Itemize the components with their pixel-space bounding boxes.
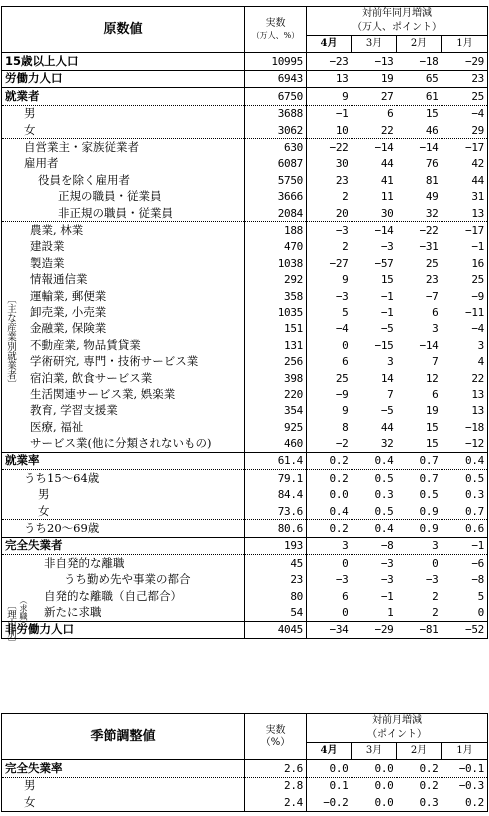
month-header: 2月 xyxy=(397,36,442,53)
actual-value: 23 xyxy=(245,572,307,588)
row-label: 農業, 林業 xyxy=(2,222,245,239)
change-value: 3 xyxy=(307,537,352,554)
row-label: 生活関連サービス業, 娯楽業 xyxy=(2,386,245,402)
table-row xyxy=(2,503,488,520)
row-label: うち20～69歳 xyxy=(2,520,245,537)
change-value: 19 xyxy=(352,70,397,87)
change-value: 0.4 xyxy=(352,520,397,537)
change-value: −3 xyxy=(380,573,394,587)
change-value: −8 xyxy=(442,572,488,588)
change-value: −3 xyxy=(425,573,439,587)
change-value: 6 xyxy=(342,355,349,369)
table-title: 原数値 xyxy=(2,7,245,53)
change-value: 3 xyxy=(387,355,394,369)
actual-value: 630 xyxy=(245,139,307,156)
change-value: 0.5 xyxy=(419,488,439,502)
change-value: 13 xyxy=(442,205,488,222)
actual-unit: （%） xyxy=(260,736,291,748)
change-value: −14 xyxy=(352,139,397,156)
change-value: 44 xyxy=(380,157,394,171)
change-value: 15 xyxy=(397,105,442,122)
table-row xyxy=(2,139,488,156)
actual-value: 188 xyxy=(245,222,307,239)
row-label: 非労働力人口 xyxy=(2,621,245,638)
change-value: 8 xyxy=(342,420,349,434)
change-value: 1 xyxy=(387,605,394,619)
row-label: 宿泊業, 飲食サービス業 xyxy=(2,370,245,386)
change-value: −7 xyxy=(425,289,439,303)
reason-side-inner-label: （求職） xyxy=(19,596,28,628)
actual-value: 79.1 xyxy=(245,470,307,487)
change-value: −0.1 xyxy=(442,760,488,777)
table-row xyxy=(2,588,488,604)
actual-value: 256 xyxy=(245,353,307,369)
change-value: 25 xyxy=(425,256,439,270)
change-value: −14 xyxy=(352,222,397,239)
change-value: −52 xyxy=(442,621,488,638)
change-value: 30 xyxy=(335,157,349,171)
change-value: −29 xyxy=(352,621,397,638)
change-value: −1 xyxy=(442,239,488,255)
row-label: 雇用者 xyxy=(2,156,245,172)
change-value: 0.0 xyxy=(352,760,397,777)
change-value: 0 xyxy=(397,555,442,572)
change-value: 10 xyxy=(335,123,349,137)
row-label: 女 xyxy=(2,503,245,520)
table-row xyxy=(2,353,488,369)
change-value: −1 xyxy=(380,305,394,319)
row-label: 正規の職員・従業員 xyxy=(2,189,245,205)
change-value: −0.3 xyxy=(442,777,488,794)
change-value: −27 xyxy=(329,256,349,270)
change-value: 0.0 xyxy=(307,760,352,777)
change-value: 5 xyxy=(442,588,488,604)
month-header: 1月 xyxy=(442,743,488,760)
change-value: −22 xyxy=(397,222,442,239)
table-title: 季節調整値 xyxy=(2,714,245,760)
row-label: 学術研究, 専門・技術サービス業 xyxy=(2,353,245,369)
row-label: 役員を除く雇用者 xyxy=(2,172,245,188)
row-label: 15歳以上人口 xyxy=(2,53,245,70)
change-value: 0 xyxy=(442,604,488,621)
actual-value: 193 xyxy=(245,537,307,554)
change-value: 31 xyxy=(442,189,488,205)
change-value: 9 xyxy=(342,404,349,418)
change-value: 0 xyxy=(342,605,349,619)
change-value: 0.7 xyxy=(397,470,442,487)
change-value: −31 xyxy=(419,240,439,254)
table-row xyxy=(2,435,488,452)
change-value: −57 xyxy=(374,256,394,270)
change-value: −1 xyxy=(380,589,394,603)
table-row xyxy=(2,239,488,255)
change-value: 19 xyxy=(425,404,439,418)
change-value: 0.4 xyxy=(442,452,488,469)
row-label: サービス業(他に分類されないもの) xyxy=(2,435,245,452)
actual-value: 45 xyxy=(245,555,307,572)
change-value: −8 xyxy=(352,537,397,554)
table-row xyxy=(2,621,488,638)
table-row xyxy=(2,255,488,271)
row-label: 女 xyxy=(2,122,245,139)
change-value: 25 xyxy=(442,271,488,287)
change-value: 13 xyxy=(307,70,352,87)
change-value: −15 xyxy=(374,338,394,352)
month-header: 2月 xyxy=(397,743,442,760)
month-header: 4月 xyxy=(307,36,352,53)
change-value: 22 xyxy=(442,370,488,386)
change-value: 30 xyxy=(380,206,394,220)
table-row xyxy=(2,419,488,435)
change-value: 9 xyxy=(307,88,352,105)
row-label: 非自発的な離職 xyxy=(2,555,245,572)
row-label: うち15～64歳 xyxy=(2,470,245,487)
row-label: 新たに求職 xyxy=(2,604,245,621)
change-value: −0.2 xyxy=(307,794,352,811)
change-value: 0.2 xyxy=(397,760,442,777)
row-label: 就業率 xyxy=(2,452,245,469)
table-row xyxy=(2,572,488,588)
table-row xyxy=(2,794,488,811)
actual-value: 151 xyxy=(245,321,307,337)
table-row xyxy=(2,205,488,222)
row-label: 教育, 学習支援業 xyxy=(2,403,245,419)
actual-value: 2.6 xyxy=(245,760,307,777)
month-header: 4月 xyxy=(307,743,352,760)
actual-value: 3062 xyxy=(245,122,307,139)
change-value: 2 xyxy=(432,589,439,603)
actual-value: 5750 xyxy=(245,172,307,188)
actual-value: 925 xyxy=(245,419,307,435)
actual-value: 460 xyxy=(245,435,307,452)
actual-value: 3688 xyxy=(245,105,307,122)
table-row xyxy=(2,53,488,70)
change-value: 0.9 xyxy=(397,520,442,537)
table-row xyxy=(2,70,488,87)
change-value: 23 xyxy=(442,70,488,87)
actual-value: 6750 xyxy=(245,88,307,105)
row-label: 男 xyxy=(2,487,245,503)
table-row xyxy=(2,88,488,105)
change-value: 15 xyxy=(380,273,394,287)
change-value: 0.3 xyxy=(397,794,442,811)
table-row xyxy=(2,189,488,205)
change-value: 4 xyxy=(442,353,488,369)
table-row xyxy=(2,271,488,287)
change-value: 6 xyxy=(342,589,349,603)
table-row xyxy=(2,105,488,122)
change-value: 49 xyxy=(425,190,439,204)
actual-value: 1035 xyxy=(245,304,307,320)
change-value: 5 xyxy=(342,305,349,319)
change-value: 0.0 xyxy=(352,777,397,794)
change-value: 29 xyxy=(442,122,488,139)
change-value: 16 xyxy=(442,255,488,271)
actual-value: 131 xyxy=(245,337,307,353)
change-value: 6 xyxy=(432,387,439,401)
row-label: 自発的な離職（自己都合） xyxy=(2,588,245,604)
month-header: 3月 xyxy=(352,743,397,760)
change-value: 0.2 xyxy=(307,470,352,487)
change-value: −3 xyxy=(335,289,349,303)
change-value: 13 xyxy=(442,403,488,419)
actual-value: 80 xyxy=(245,588,307,604)
actual-value: 292 xyxy=(245,271,307,287)
change-value: −34 xyxy=(307,621,352,638)
change-value: 7 xyxy=(432,355,439,369)
actual-value: 1038 xyxy=(245,255,307,271)
actual-unit: （万人、%） xyxy=(251,30,300,40)
row-label: 自営業主・家族従業者 xyxy=(2,139,245,156)
seasonal-body xyxy=(2,760,488,811)
change-value: 46 xyxy=(425,123,439,137)
table-row xyxy=(2,122,488,139)
change-value: −3 xyxy=(380,240,394,254)
change-value: −14 xyxy=(419,338,439,352)
change-value: −1 xyxy=(380,289,394,303)
row-label: 就業者 xyxy=(2,88,245,105)
change-value: 32 xyxy=(425,206,439,220)
change-value: 0.1 xyxy=(307,777,352,794)
row-label: 運輸業, 郵便業 xyxy=(2,288,245,304)
change-value: 27 xyxy=(352,88,397,105)
seasonal-table xyxy=(1,713,488,812)
change-value: 0 xyxy=(342,338,349,352)
row-label: 情報通信業 xyxy=(2,271,245,287)
change-value: 9 xyxy=(342,273,349,287)
change-value: 0.5 xyxy=(352,470,397,487)
table-row xyxy=(2,172,488,188)
change-value: 23 xyxy=(335,173,349,187)
change-header: 対前月増減 xyxy=(307,714,488,729)
reason-side-label: 〔理由別〕 xyxy=(5,600,16,648)
change-value: −17 xyxy=(442,139,488,156)
change-value: 2 xyxy=(342,190,349,204)
row-label: 製造業 xyxy=(2,255,245,271)
change-value: 0.5 xyxy=(374,504,394,518)
change-value: 23 xyxy=(425,273,439,287)
change-value: 0.2 xyxy=(397,777,442,794)
change-value: −4 xyxy=(442,321,488,337)
change-value: −4 xyxy=(442,105,488,122)
change-value: 0.2 xyxy=(307,452,352,469)
row-label: 卸売業, 小売業 xyxy=(2,304,245,320)
change-value: 14 xyxy=(380,371,394,385)
actual-value: 84.4 xyxy=(245,487,307,503)
actual-value: 398 xyxy=(245,370,307,386)
change-value: 0 xyxy=(307,555,352,572)
actual-value: 54 xyxy=(245,604,307,621)
change-value: −9 xyxy=(442,288,488,304)
change-value: 3 xyxy=(442,337,488,353)
change-value: 15 xyxy=(425,420,439,434)
row-label: 完全失業者 xyxy=(2,537,245,554)
change-value: 61 xyxy=(397,88,442,105)
change-value: 12 xyxy=(425,371,439,385)
actual-value: 6943 xyxy=(245,70,307,87)
change-value: 0.7 xyxy=(442,503,488,520)
change-value: 6 xyxy=(432,305,439,319)
change-value: 0.0 xyxy=(352,794,397,811)
change-value: 3 xyxy=(432,322,439,336)
actual-value: 61.4 xyxy=(245,452,307,469)
change-value: 42 xyxy=(442,156,488,172)
change-value: 0.4 xyxy=(352,452,397,469)
table-row xyxy=(2,452,488,469)
change-value: 2 xyxy=(432,605,439,619)
change-value: 0.5 xyxy=(442,470,488,487)
change-value: 76 xyxy=(425,157,439,171)
actual-value: 470 xyxy=(245,239,307,255)
table-row xyxy=(2,777,488,794)
table-row xyxy=(2,520,488,537)
table-row xyxy=(2,370,488,386)
actual-value: 10995 xyxy=(245,53,307,70)
change-value: 25 xyxy=(335,371,349,385)
change-value: 2 xyxy=(342,240,349,254)
change-value: 0.3 xyxy=(374,488,394,502)
table-row xyxy=(2,604,488,621)
row-label: 医療, 福祉 xyxy=(2,419,245,435)
change-unit: （ポイント） xyxy=(307,728,488,743)
row-label: 女 xyxy=(2,794,245,811)
table-row xyxy=(2,304,488,320)
row-label: うち勤め先や事業の都合 xyxy=(2,572,245,588)
change-value: 25 xyxy=(442,88,488,105)
change-value: 0.7 xyxy=(397,452,442,469)
row-label: 不動産業, 物品賃貸業 xyxy=(2,337,245,353)
table-row xyxy=(2,403,488,419)
change-value: −23 xyxy=(307,53,352,70)
change-value: −81 xyxy=(397,621,442,638)
change-value: −3 xyxy=(307,222,352,239)
change-value: −5 xyxy=(380,322,394,336)
row-label: 労働力人口 xyxy=(2,70,245,87)
table-row xyxy=(2,555,488,572)
change-value: 65 xyxy=(397,70,442,87)
change-value: 0.2 xyxy=(307,520,352,537)
actual-value: 4045 xyxy=(245,621,307,638)
actual-value: 2.4 xyxy=(245,794,307,811)
change-value: −13 xyxy=(352,53,397,70)
table-row xyxy=(2,321,488,337)
change-value: −2 xyxy=(335,437,349,451)
change-value: −4 xyxy=(335,322,349,336)
change-value: −1 xyxy=(442,537,488,554)
change-value: 0.3 xyxy=(442,487,488,503)
change-value: −3 xyxy=(335,573,349,587)
change-value: 15 xyxy=(425,437,439,451)
change-value: −29 xyxy=(442,53,488,70)
change-value: −18 xyxy=(397,53,442,70)
change-value: −6 xyxy=(442,555,488,572)
table-row xyxy=(2,222,488,239)
change-value: −3 xyxy=(352,555,397,572)
change-value: −1 xyxy=(307,105,352,122)
actual-label: 実数 xyxy=(265,724,286,736)
row-label: 男 xyxy=(2,105,245,122)
change-value: −18 xyxy=(442,419,488,435)
change-value: −12 xyxy=(442,435,488,452)
actual-value: 2084 xyxy=(245,205,307,222)
row-label: 非正規の職員・従業員 xyxy=(2,205,245,222)
change-value: 32 xyxy=(380,437,394,451)
change-value: 7 xyxy=(387,387,394,401)
change-value: −5 xyxy=(380,404,394,418)
actual-value: 2.8 xyxy=(245,777,307,794)
change-header: 対前年同月増減 xyxy=(307,7,488,22)
month-header: 1月 xyxy=(442,36,488,53)
change-value: 81 xyxy=(425,173,439,187)
actual-value: 80.6 xyxy=(245,520,307,537)
actual-value: 220 xyxy=(245,386,307,402)
change-value: −9 xyxy=(335,387,349,401)
change-value: 0.0 xyxy=(329,488,349,502)
change-value: 11 xyxy=(380,190,394,204)
change-value: 22 xyxy=(380,123,394,137)
actual-value: 354 xyxy=(245,403,307,419)
actual-header xyxy=(245,714,307,760)
actual-value: 358 xyxy=(245,288,307,304)
change-value: 0.6 xyxy=(442,520,488,537)
change-value: −17 xyxy=(442,222,488,239)
change-value: 20 xyxy=(335,206,349,220)
row-label: 建設業 xyxy=(2,239,245,255)
actual-value: 6087 xyxy=(245,156,307,172)
actual-label: 実数 xyxy=(265,17,286,29)
actual-value: 3666 xyxy=(245,189,307,205)
month-header: 3月 xyxy=(352,36,397,53)
row-label: 金融業, 保険業 xyxy=(2,321,245,337)
table-row xyxy=(2,760,488,777)
industry-side-label: 〔主な産業別就業者〕 xyxy=(5,294,16,389)
change-value: 13 xyxy=(442,386,488,402)
change-value: 0.2 xyxy=(442,794,488,811)
change-value: 44 xyxy=(442,172,488,188)
change-value: 3 xyxy=(397,537,442,554)
change-value: 0.4 xyxy=(329,504,349,518)
change-value: −11 xyxy=(442,304,488,320)
change-unit: （万人、ポイント） xyxy=(307,21,488,36)
table-row xyxy=(2,386,488,402)
actual-value: 73.6 xyxy=(245,503,307,520)
table-row xyxy=(2,470,488,487)
change-value: 44 xyxy=(380,420,394,434)
table-row xyxy=(2,337,488,353)
row-label: 完全失業率 xyxy=(2,760,245,777)
table-row xyxy=(2,288,488,304)
raw-values-table xyxy=(1,6,488,639)
change-value: −22 xyxy=(307,139,352,156)
table-row xyxy=(2,487,488,503)
row-label: 男 xyxy=(2,777,245,794)
table-row xyxy=(2,156,488,172)
change-value: 6 xyxy=(352,105,397,122)
change-value: −14 xyxy=(397,139,442,156)
change-value: 41 xyxy=(380,173,394,187)
table-row xyxy=(2,537,488,554)
actual-header xyxy=(245,7,307,53)
change-value: 0.9 xyxy=(419,504,439,518)
raw-values-body xyxy=(2,53,488,639)
